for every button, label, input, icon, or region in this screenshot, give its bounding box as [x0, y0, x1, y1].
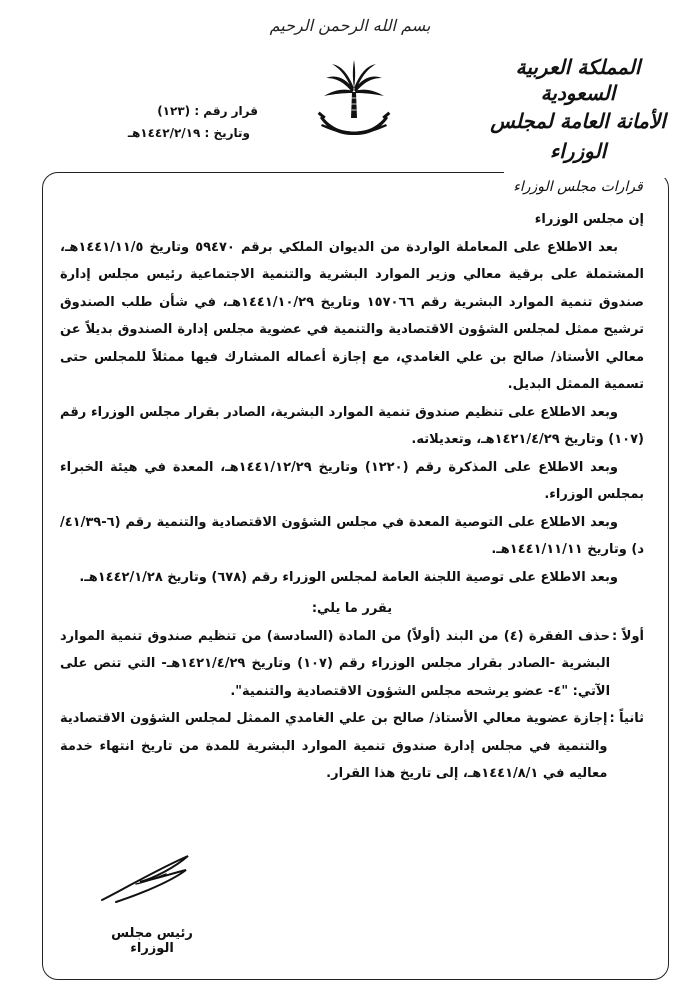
decision-body	[60, 206, 644, 788]
greeting: إن مجلس الوزراء	[534, 212, 644, 227]
item-number: أولاً :	[612, 628, 644, 644]
secretariat-name: الأمانة العامة لمجلس الوزراء	[490, 109, 666, 163]
decisions-label: قرارات مجلس الوزراء	[513, 179, 643, 195]
item-number: ثانياً :	[609, 711, 644, 726]
item-text: إجازة عضوية معالي الأستاذ/ صالح بن علي الغامدي الممثل لمجلس الشؤون الاقتصادية والتنمية في مجلس إدارة صندوق تنمية الموارد البشرية للمدة من تاريخ انتهاء خدمة معاليه في ١٤٤١/٨/١هـ، إلى تاريخ هذا القرار.	[60, 711, 608, 781]
paragraph-4: وبعد الاطلاع على التوصية المعدة في مجلس الشؤون الاقتصادية والتنمية رقم (٦-٤١/٣٩/د) وتاريخ ١٤٤١/١١/١١هـ.	[60, 514, 644, 557]
paragraph-2: وبعد الاطلاع على تنظيم صندوق تنمية الموارد البشرية، الصادر بقرار مجلس الوزراء رقم (١٠٧) وتاريخ ١٤٢١/٤/٢٩هـ، وتعديلاته.	[60, 404, 644, 447]
signatory-title: رئيس مجلس الوزراء	[111, 926, 193, 956]
decision-date: وتاريخ : ١٤٤٢/٢/١٩هـ	[127, 126, 250, 140]
decision-item-1	[60, 623, 644, 706]
paragraph-5: وبعد الاطلاع على توصية اللجنة العامة لمجلس الوزراء رقم (٦٧٨) وتاريخ ١٤٤٢/١/٢٨هـ.	[79, 569, 618, 585]
item-text: حذف الفقرة (٤) من البند (أولاً) من المادة (السادسة) من تنظيم صندوق تنمية الموارد البشرية -الصادر بقرار مجلس الوزراء رقم (١٠٧) وتاريخ ١٤٢١/٤/٢٩هـ- التي تنص على الآتي: "٤- عضو يرشحه مجلس الشؤون الاقتصادية والتنمية".	[60, 628, 611, 699]
resolves-heading: يقرر ما يلي:	[311, 601, 393, 616]
decision-item-2	[60, 705, 644, 788]
frame-gap	[504, 168, 674, 178]
basmala: بسم الله الرحمن الرحيم	[269, 15, 431, 35]
decision-number: قرار رقم : (١٢٣)	[157, 104, 258, 118]
decision-reference-block	[128, 100, 258, 144]
palm-swords-emblem-icon	[316, 58, 392, 142]
paragraph-3: وبعد الاطلاع على المذكرة رقم (١٢٢٠) وتاريخ ١٤٤١/١٢/٢٩هـ، المعدة في هيئة الخبراء بمجلس الوزراء.	[60, 459, 644, 502]
paragraph-1: بعد الاطلاع على المعاملة الواردة من الديوان الملكي برقم ٥٩٤٧٠ وتاريخ ١٤٤١/١١/٥هـ، المشتملة على برقية معالي وزير الموارد البشرية والتنمية الاجتماعية رئيس مجلس إدارة صندوق تنمية الموارد البشرية رقم ١٥٧٠٦٦ وتاريخ ١٤٤١/١٠/٢٩هـ، في شأن طلب الصندوق ترشيح ممثل لمجلس الشؤون الاقتصادية والتنمية في عضوية مجلس إدارة الصندوق بديلاً عن معالي الأستاذ/ صالح بن علي الغامدي، مع إجازة أعماله المشارك فيها ممثلاً للمجلس حتى تسمية الممثل البديل.	[60, 239, 644, 392]
kingdom-name: المملكة العربية السعودية	[515, 55, 641, 105]
handwritten-signature	[96, 848, 206, 908]
